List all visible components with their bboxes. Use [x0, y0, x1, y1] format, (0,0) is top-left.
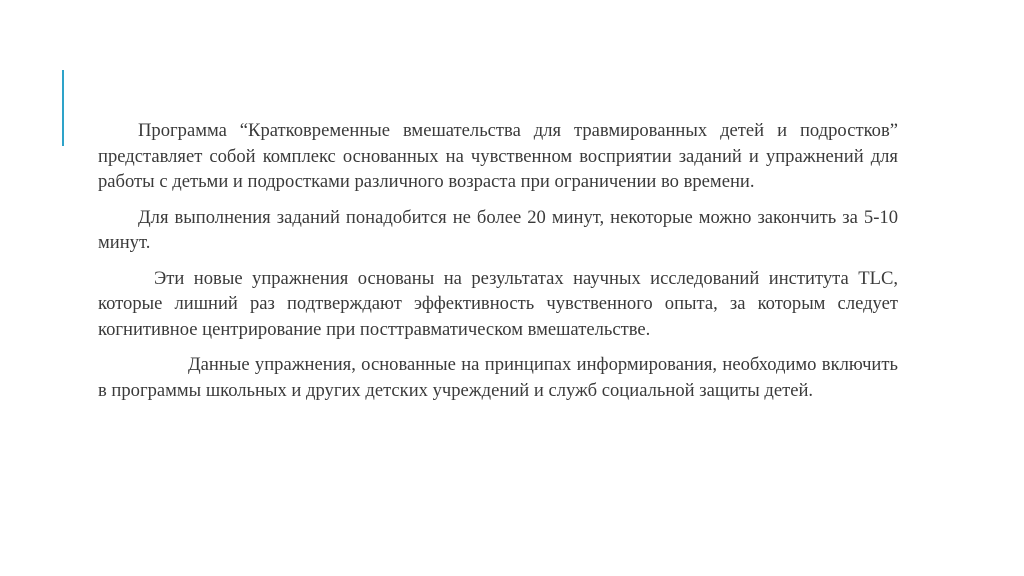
slide-text-body — [98, 118, 898, 413]
paragraph-duration: Для выполнения заданий понадобится не более 20 минут, некоторые можно закончить за 5-10 минут. — [98, 206, 898, 253]
paragraph-program-description: Программа “Кратковременные вмешательства для травмированных детей и подростков” представляет собой комплекс основанных на чувственном восприятии заданий и упражнений для работы с детьми и подростками различного возраста при ограничении во времени. — [98, 120, 898, 192]
accent-bar — [62, 70, 64, 146]
paragraph-recommendation: Данные упражнения, основанные на принципах информирования, необходимо включить в программы школьных и других детских учреждений и служб социальной защиты детей. — [98, 354, 898, 401]
paragraph-research-basis: Эти новые упражнения основаны на результатах научных исследований института TLC, которые лишний раз подтверждают эффективность чувственного опыта, за которым следует когнитивное центрирование при посттравматическом вмешательстве. — [98, 267, 898, 340]
